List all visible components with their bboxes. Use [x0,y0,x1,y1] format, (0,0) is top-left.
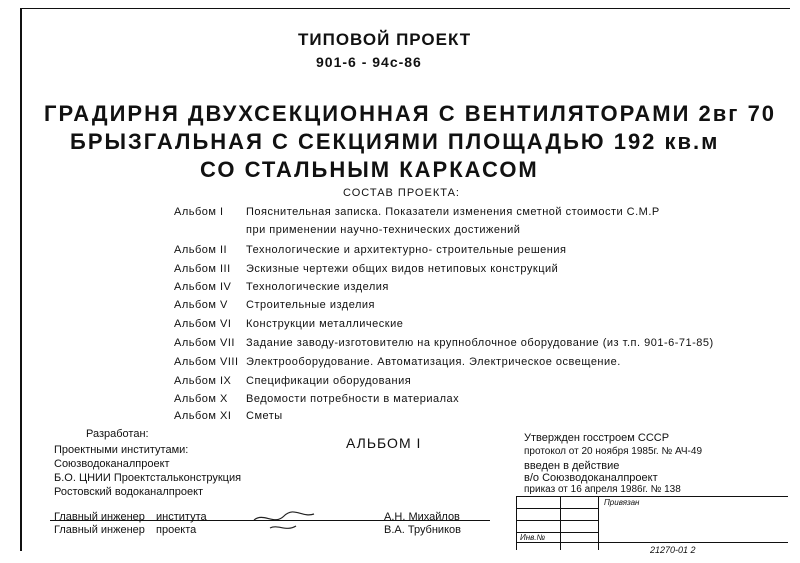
approval-line-3: введен в действие [524,460,620,472]
album-label: Альбом [174,410,217,422]
signature-org-2: проекта [156,524,197,536]
album-title: Технологические изделия [246,281,389,293]
album-number: XI [220,410,232,422]
album-label: Альбом [174,318,217,330]
album-item-8 [174,356,621,368]
signature-underline [50,520,490,521]
signature-org-1: института [156,511,207,523]
album-item-4 [174,281,389,293]
album-title: Ведомости потребности в материалах [246,393,460,405]
stamp-inv: Инв.№ [520,533,546,542]
album-title: Эскизные чертежи общих видов нетиповых конструкций [246,263,559,275]
album-number: X [220,393,228,405]
album-number: IV [220,281,232,293]
album-item-3 [174,263,558,275]
stamp-bottom-line [516,542,788,543]
album-item-6 [174,318,403,330]
album-title: Конструкции металлические [246,318,404,330]
approval-line-1: Утвержден госстроем СССР [524,432,670,444]
album-number: VI [220,318,232,330]
album-label: Альбом [174,393,217,405]
stamp-grid-line [516,508,598,509]
album-label: Альбом [174,375,217,387]
album-number: IX [220,375,232,387]
album-label: Альбом [174,337,217,349]
album-number: V [220,299,228,311]
album-item-7 [174,337,714,349]
developed-heading: Разработан: [86,428,149,440]
album-title: Пояснительная записка. Показатели изменения сметной стоимости С.М.Р [246,206,660,218]
title-line-2: БРЫЗГАЛЬНАЯ С СЕКЦИЯМИ ПЛОЩАДЬЮ 192 кв.м [70,129,720,154]
approval-line-2: протокол от 20 ноября 1985г. № АЧ-49 [524,446,703,457]
signature-name-2: В.А. Трубников [384,524,461,536]
institute-1: Союзводоканалпроект [54,458,170,470]
album-number: VII [220,337,235,349]
title-line-3: СО СТАЛЬНЫМ КАРКАСОМ [200,157,539,182]
typical-project-label: ТИПОВОЙ ПРОЕКТ [298,30,472,49]
album-label: Альбом [174,281,217,293]
album-number: VIII [220,356,239,368]
album-number: III [220,263,231,275]
album-title: Электрооборудование. Автоматизация. Электрическое освещение. [246,356,621,368]
album-number: I [220,206,224,218]
album-label: Альбом [174,206,217,218]
album-item-5 [174,299,375,311]
album-title: Технологические и архитектурно- строительные решения [246,244,567,256]
album-label: АЛЬБОМ I [346,435,422,451]
signature-role-2: Главный инженер [54,524,145,536]
album-item-2 [174,244,566,256]
album-label: Альбом [174,356,217,368]
handwritten-signature [250,506,320,536]
album-item-10 [174,393,459,405]
composition-heading: СОСТАВ ПРОЕКТА: [343,187,460,199]
album-label: Альбом [174,299,217,311]
institute-3: Ростовский водоканалпроект [54,486,204,498]
signature-name-1: А.Н. Михайлов [384,511,460,523]
project-number: 901-6 - 94с-86 [316,54,422,70]
album-title: Задание заводу-изготовителю на крупноблочное оборудование (из т.п. 901-6-71-85) [246,337,714,349]
album-title: Строительные изделия [246,299,375,311]
title-line-1: ГРАДИРНЯ ДВУХСЕКЦИОННАЯ С ВЕНТИЛЯТОРАМИ 2вг 70 [44,101,777,126]
institute-2: Б.О. ЦНИИ Проектстальконструкция [54,472,242,484]
stamp-grid-line [516,520,598,521]
album-label: Альбом [174,263,217,275]
album-title: Спецификации оборудования [246,375,412,387]
album-label: Альбом [174,244,217,256]
approval-line-4: в/о Союзводоканалпроект [524,472,658,484]
approval-line-5: приказ от 16 апреля 1986г. № 138 [524,484,681,495]
album-item-11 [174,410,283,422]
sheet-code: 21270-01 2 [650,545,696,555]
album-number: II [220,244,228,256]
signature-role-1: Главный инженер [54,511,145,523]
album-item-1 [174,206,660,218]
album-item-9 [174,375,411,387]
album-title: Сметы [246,410,283,422]
developed-by: Проектными институтами: [54,444,189,456]
album-item-1-cont: при применении научно-технических достижений [246,224,521,236]
stamp-top-line [516,496,788,497]
stamp-privyazan: Привязан [604,498,640,507]
